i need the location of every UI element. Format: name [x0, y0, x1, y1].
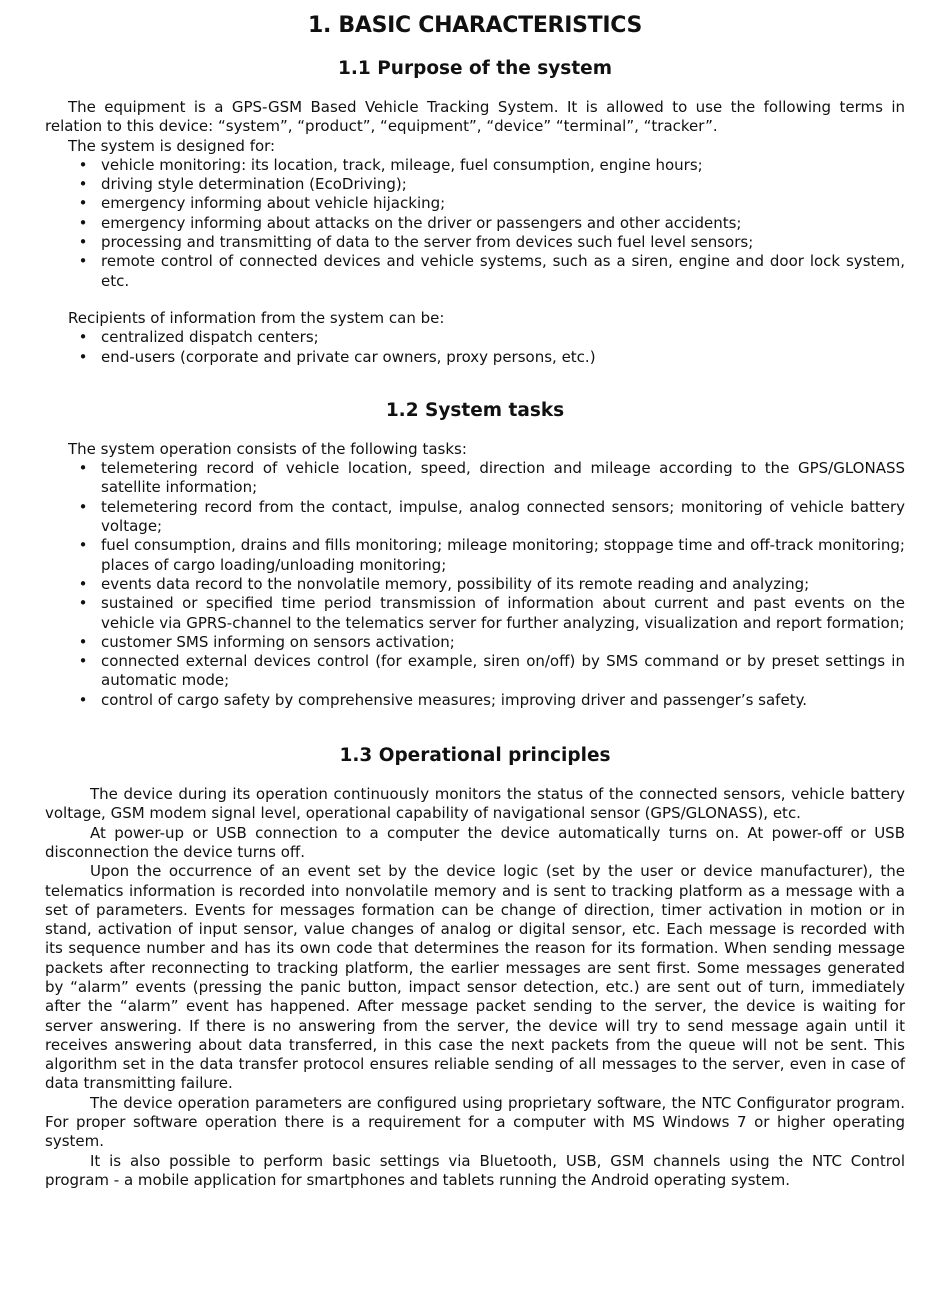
bullet-icon: •: [78, 690, 88, 709]
bullet-icon: •: [78, 347, 88, 366]
bullet-icon: •: [78, 328, 88, 347]
list-item-text: processing and transmitting of data to the server from devices such fuel level sensors;: [101, 233, 754, 252]
tasks-list: [45, 459, 905, 710]
section-heading-principles: 1.3 Operational principles: [339, 745, 611, 767]
list-item-text: events data record to the nonvolatile memory, possibility of its remote reading and analyzing;: [101, 574, 810, 593]
body-paragraph: It is also possible to perform basic settings via Bluetooth, USB, GSM channels using the NTC Control program - a mobile application for smartphones and tablets running the Android operating system.: [45, 1151, 905, 1189]
bullet-icon: •: [78, 233, 88, 252]
section-purpose: [45, 57, 905, 367]
body-paragraph: At power-up or USB connection to a computer the device automatically turns on. At power-off or USB disconnection the device turns off.: [45, 823, 905, 861]
list-item: [45, 652, 905, 691]
bullet-icon: •: [78, 536, 88, 555]
list-item: [45, 594, 905, 633]
list-item: [45, 691, 905, 710]
bullet-icon: •: [78, 175, 88, 194]
list-item-text: emergency informing about vehicle hijacking;: [101, 194, 446, 213]
section-heading-tasks: 1.2 System tasks: [385, 399, 565, 421]
list-item-text: vehicle monitoring: its location, track, mileage, fuel consumption, engine hours;: [101, 155, 703, 174]
document-page: [45, 10, 905, 1190]
list-item-text: driving style determination (EcoDriving);: [101, 175, 407, 194]
list-item-text: telemetering record of vehicle location, speed, direction and mileage according to the GPS/GLONASS satellite information;: [101, 459, 905, 497]
bullet-icon: •: [78, 252, 88, 271]
section-tasks: [45, 399, 905, 710]
list-item: [45, 459, 905, 498]
list-item: [45, 194, 905, 213]
list-item: [45, 575, 905, 594]
recipients-list: [45, 328, 905, 367]
designed-for-list: [45, 156, 905, 291]
list-item: [45, 156, 905, 175]
body-paragraph: The device during its operation continuously monitors the status of the connected sensors, vehicle battery voltage, GSM modem signal level, operational capability of navigational sensor (GPS/GLONASS), etc.: [45, 785, 905, 823]
bullet-icon: •: [78, 155, 88, 174]
list-item-text: centralized dispatch centers;: [101, 328, 319, 347]
list-item-text: remote control of connected devices and vehicle systems, such as a siren, engine and door lock system, etc.: [101, 252, 905, 290]
list-item-text: end-users (corporate and private car owners, proxy persons, etc.): [101, 347, 596, 366]
recipients-label: Recipients of information from the system can be:: [68, 308, 445, 327]
purpose-intro-paragraph: The equipment is a GPS-GSM Based Vehicle Tracking System. It is allowed to use the following terms in relation to this device: “system”, “product”, “equipment”, “device” “terminal”, “tracker”.: [45, 98, 905, 136]
bullet-icon: •: [78, 194, 88, 213]
section-principles: [45, 744, 905, 1190]
list-item-text: control of cargo safety by comprehensive measures; improving driver and passenger’s safety.: [101, 690, 808, 709]
chapter-title: 1. BASIC CHARACTERISTICS: [307, 13, 643, 38]
list-item-text: customer SMS informing on sensors activation;: [101, 632, 455, 651]
bullet-icon: •: [78, 497, 88, 516]
list-item: [45, 214, 905, 233]
list-item: [45, 233, 905, 252]
bullet-icon: •: [78, 652, 88, 671]
section-heading-purpose: 1.1 Purpose of the system: [338, 58, 612, 79]
list-item-text: fuel consumption, drains and fills monitoring; mileage monitoring; stoppage time and off-track monitoring; places of cargo loading/unloading monitoring;: [101, 536, 905, 574]
list-item: [45, 328, 905, 347]
bullet-icon: •: [78, 632, 88, 651]
list-item: [45, 536, 905, 575]
list-item-text: connected external devices control (for example, siren on/off) by SMS command or by preset settings in automatic mode;: [101, 652, 905, 690]
list-item: [45, 175, 905, 194]
bullet-icon: •: [78, 574, 88, 593]
bullet-icon: •: [78, 594, 88, 613]
list-item-text: telemetering record from the contact, impulse, analog connected sensors; monitoring of vehicle battery voltage;: [101, 497, 905, 536]
bullet-icon: •: [78, 213, 88, 232]
list-item-text: emergency informing about attacks on the driver or passengers and other accidents;: [101, 213, 742, 232]
list-item: [45, 633, 905, 652]
designed-for-label: The system is designed for:: [68, 136, 276, 155]
body-paragraph: Upon the occurrence of an event set by the device logic (set by the user or device manufacturer), the telematics information is recorded into nonvolatile memory and is sent to tracking platform as a message with a set of parameters. Events for messages formation can be change of direction, timer activation in motion or in stand, activation of input sensor, value changes of analog or digital sensor, etc. Each message is recorded with its sequence number and has its own code that determines the reason for its formation. When sending message packets after reconnecting to tracking platform, the earlier messages are sent first. Some messages generated by “alarm” events (pressing the panic button, impact sensor detection, etc.) are sent out of turn, immediately after the “alarm” event has happened. After message packet sending to the server, the device is waiting for server answering. If there is no answering from the server, the device will try to send message again until it receives answering about data transferred, in this case the next packets from the queue will not be sent. This algorithm set in the data transfer protocol ensures reliable sending of all messages to the server, even in case of data transmitting failure.: [45, 862, 905, 1093]
list-item: [45, 252, 905, 291]
tasks-intro-paragraph: The system operation consists of the following tasks:: [68, 439, 467, 458]
list-item: [45, 498, 905, 537]
list-item: [45, 348, 905, 367]
body-paragraph: The device operation parameters are configured using proprietary software, the NTC Configurator program. For proper software operation there is a requirement for a computer with MS Windows 7 or higher operating system.: [45, 1093, 905, 1151]
list-item-text: sustained or specified time period transmission of information about current and past events on the vehicle via GPRS-channel to the telematics server for further analyzing, visualization and report formation;: [101, 594, 905, 632]
bullet-icon: •: [78, 459, 88, 478]
